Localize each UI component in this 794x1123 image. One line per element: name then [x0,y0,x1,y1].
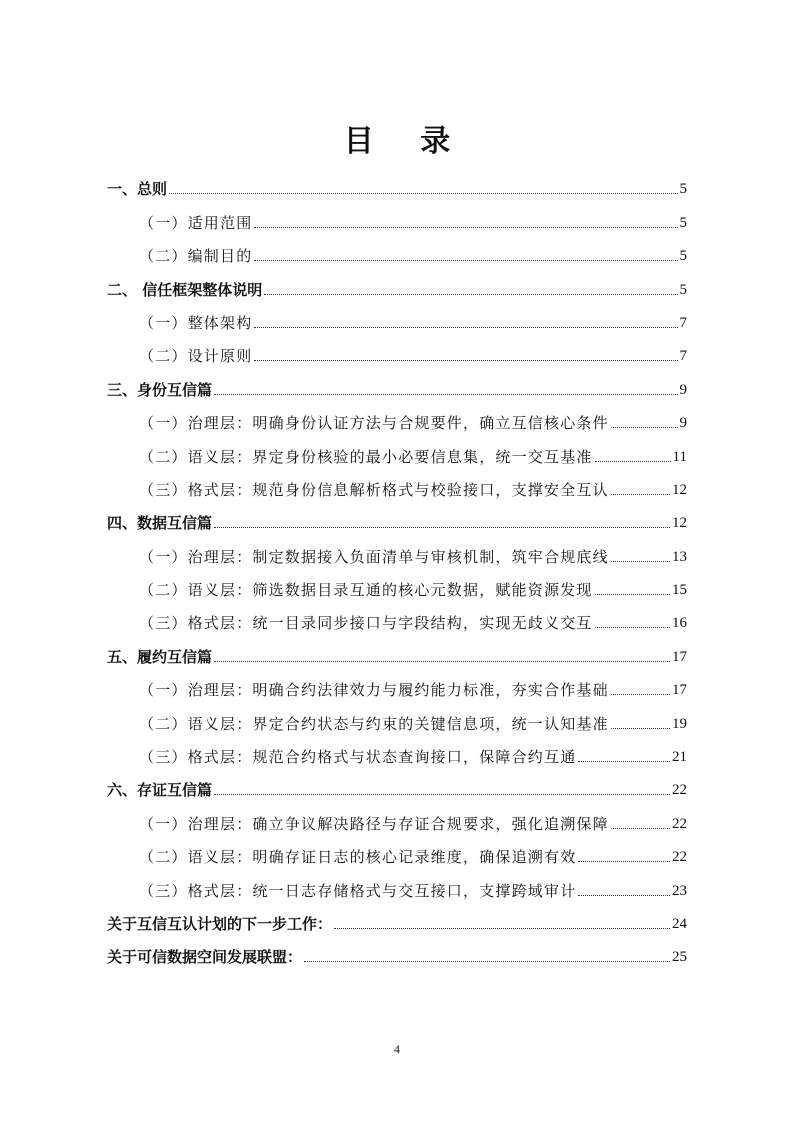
toc-entry-page: 22 [672,782,687,799]
dot-leader [611,828,670,829]
dot-leader [595,627,670,628]
toc-entry-label: 四、数据互信篇 [107,514,213,533]
toc-entry-section[interactable] [107,700,687,733]
toc-entry-label: （二）语义层：界定身份核验的最小必要信息集，统一交互基准 [139,447,593,466]
toc-entry-label: （三）格式层：统一日志存储格式与交互接口，支撑跨域审计 [139,881,577,900]
toc-entry-label: 二、 信任框架整体说明 [107,280,263,299]
toc-entry-page: 12 [672,481,687,498]
dot-leader [578,895,670,896]
dot-leader [611,561,670,562]
toc-entry-page: 15 [672,582,687,599]
dot-leader [214,527,670,528]
toc-entry-label: 六、存证互信篇 [107,781,213,800]
dot-leader [611,427,678,428]
toc-entry-section[interactable] [107,233,687,266]
toc-entry-page: 7 [679,314,687,331]
toc-entry-label: 关于可信数据空间发展联盟： [107,948,303,967]
dot-leader [304,961,670,962]
toc-entry-label: （二）编制目的 [139,247,253,266]
toc-entry-section[interactable] [107,567,687,600]
toc-entry-chapter[interactable] [107,901,687,934]
toc-entry-label: （二）设计原则 [139,347,253,366]
dot-leader [169,193,677,194]
toc-entry-section[interactable] [107,800,687,833]
toc-entry-section[interactable] [107,400,687,433]
table-of-contents [107,166,687,967]
toc-entry-page: 13 [672,548,687,565]
toc-entry-page: 9 [679,381,687,398]
toc-entry-page: 16 [672,615,687,632]
dot-leader [254,360,677,361]
toc-entry-label: （一）治理层：确立争议解决路径与存证合规要求，强化追溯保障 [139,814,609,833]
toc-entry-section[interactable] [107,433,687,466]
toc-entry-chapter[interactable] [107,166,687,199]
toc-entry-label: （一）适用范围 [139,213,253,232]
page-title: 目 录 [343,124,469,159]
toc-entry-section[interactable] [107,667,687,700]
toc-entry-section[interactable] [107,734,687,767]
toc-entry-label: 五、履约互信篇 [107,647,213,666]
dot-leader [578,761,670,762]
dot-leader [595,461,671,462]
toc-entry-label: 一、总则 [107,180,168,199]
dot-leader [264,294,677,295]
toc-entry-page: 5 [679,248,687,265]
toc-entry-section[interactable] [107,333,687,366]
dot-leader [214,394,677,395]
toc-entry-section[interactable] [107,199,687,232]
toc-entry-page: 11 [672,448,687,465]
toc-entry-page: 17 [672,682,687,699]
toc-entry-label: （一）治理层：明确身份认证方法与合规要件，确立互信核心条件 [139,414,609,433]
dot-leader [595,594,670,595]
dot-leader [214,661,670,662]
toc-entry-page: 5 [679,181,687,198]
page-number: 4 [394,1042,400,1056]
toc-entry-section[interactable] [107,867,687,900]
dot-leader [611,494,670,495]
toc-entry-section[interactable] [107,600,687,633]
toc-entry-chapter[interactable] [107,934,687,967]
toc-entry-page: 21 [672,749,687,766]
toc-entry-label: 关于互信互认计划的下一步工作： [107,914,333,933]
toc-entry-section[interactable] [107,467,687,500]
toc-entry-chapter[interactable] [107,633,687,666]
toc-entry-label: （三）格式层：统一目录同步接口与字段结构，实现无歧义交互 [139,614,593,633]
toc-entry-page: 24 [672,915,687,932]
toc-entry-chapter[interactable] [107,767,687,800]
toc-entry-page: 17 [672,648,687,665]
toc-entry-page: 22 [672,815,687,832]
toc-entry-page: 19 [672,715,687,732]
toc-entry-section[interactable] [107,533,687,566]
toc-entry-label: （三）格式层：规范身份信息解析格式与校验接口，支撑安全互认 [139,480,609,499]
dot-leader [611,694,670,695]
dot-leader [254,260,677,261]
toc-entry-page: 25 [672,949,687,966]
toc-entry-chapter[interactable] [107,500,687,533]
toc-entry-label: （三）格式层：规范合约格式与状态查询接口，保障合约互通 [139,748,577,767]
toc-entry-label: （一）治理层：明确合约法律效力与履约能力标准，夯实合作基础 [139,681,609,700]
toc-entry-page: 7 [679,348,687,365]
toc-entry-chapter[interactable] [107,266,687,299]
toc-entry-label: （二）语义层：筛选数据目录互通的核心元数据，赋能资源发现 [139,581,593,600]
toc-entry-section[interactable] [107,300,687,333]
toc-entry-page: 5 [679,214,687,231]
dot-leader [611,728,670,729]
toc-entry-page: 5 [679,281,687,298]
dot-leader [214,794,670,795]
dot-leader [334,928,670,929]
toc-entry-label: （二）语义层：明确存证日志的核心记录维度，确保追溯有效 [139,848,577,867]
dot-leader [254,227,677,228]
toc-entry-page: 12 [672,515,687,532]
toc-entry-page: 23 [672,882,687,899]
toc-entry-label: 三、身份互信篇 [107,380,213,399]
dot-leader [254,327,677,328]
toc-entry-label: （一）治理层：制定数据接入负面清单与审核机制，筑牢合规底线 [139,547,609,566]
toc-entry-section[interactable] [107,834,687,867]
toc-entry-label: （二）语义层：界定合约状态与约束的关键信息项，统一认知基准 [139,714,609,733]
dot-leader [578,861,670,862]
toc-entry-chapter[interactable] [107,366,687,399]
toc-entry-page: 22 [672,849,687,866]
toc-entry-page: 9 [679,415,687,432]
toc-entry-label: （一）整体架构 [139,313,253,332]
